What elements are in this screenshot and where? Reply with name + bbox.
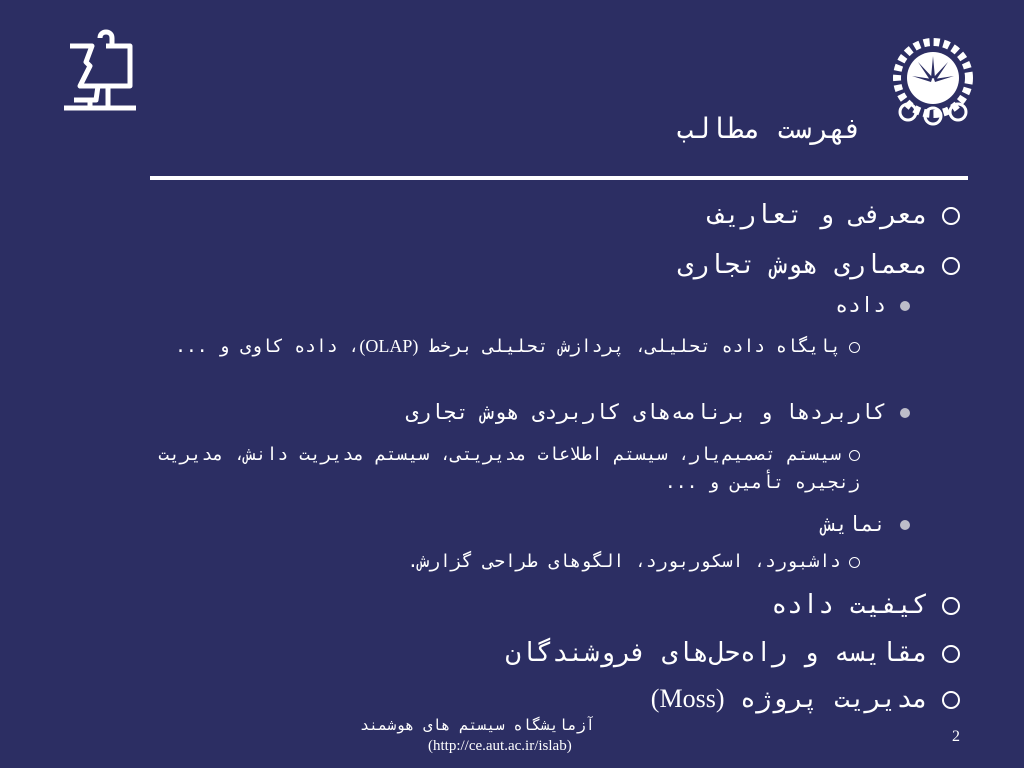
hollow-bullet-icon xyxy=(942,691,960,709)
footer-lab-name: آزمایشگاه سیستم های هوشمند xyxy=(360,716,595,734)
hollow-bullet-icon xyxy=(942,645,960,663)
computer-user-icon xyxy=(60,28,140,116)
list-item: مقایسه و راه‌حل‌های فروشندگان xyxy=(505,638,960,668)
list-item: کیفیت داده xyxy=(771,590,960,620)
list-item: داشبورد، اسکوربورد، الگوهای طراحی گزارش. xyxy=(100,548,860,576)
hollow-bullet-icon xyxy=(849,342,860,353)
solid-bullet-icon xyxy=(900,520,910,530)
footer-url: (http://ce.aut.ac.ir/islab) xyxy=(428,738,572,754)
title-divider xyxy=(150,176,968,180)
page-number: 2 xyxy=(952,728,960,745)
hollow-bullet-icon xyxy=(942,257,960,275)
list-item: سیستم تصمیم‌یار، سیستم اطلاعات مدیریتی، سیستم مدیریت دانش، مدیریت زنجیره تأمین و ... xyxy=(158,444,860,493)
list-item: معماری هوش تجاری xyxy=(678,250,960,280)
hollow-bullet-icon xyxy=(942,597,960,615)
solid-bullet-icon xyxy=(900,301,910,311)
hollow-bullet-icon xyxy=(849,450,860,461)
university-emblem-icon xyxy=(888,34,978,126)
list-item: پایگاه داده تحلیلی، پردازش تحلیلی برخط (OLAP)، داده کاوی و ... xyxy=(100,332,860,361)
list-item: معرفی و تعاریف xyxy=(709,200,960,230)
slide-title: فهرست مطالب xyxy=(676,112,862,145)
solid-bullet-icon xyxy=(900,408,910,418)
hollow-bullet-icon xyxy=(849,557,860,568)
hollow-bullet-icon xyxy=(942,207,960,225)
list-item: مدیریت پروژه (Moss) xyxy=(651,684,960,714)
list-item: داده xyxy=(835,293,910,317)
list-item: نمایش xyxy=(823,512,910,536)
list-item: کاربردها و برنامه‌های کاربردی هوش تجاری xyxy=(406,400,910,424)
